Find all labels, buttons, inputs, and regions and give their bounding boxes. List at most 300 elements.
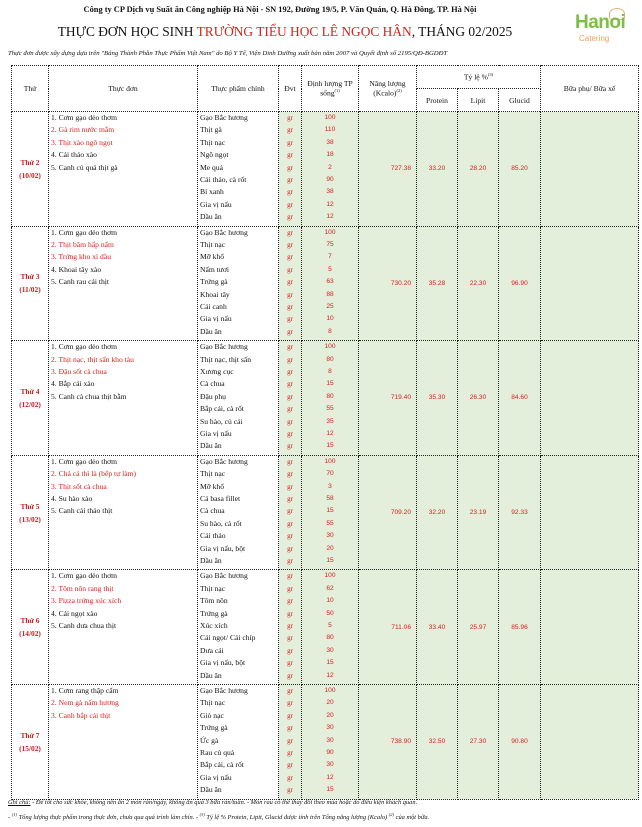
extra-meal-cell xyxy=(541,570,639,685)
dish-item: 2. Nem gà nấm hương xyxy=(51,698,119,708)
note-part: Tổng lượng thực phẩm trong thực đơn, chưa qua quá trình làm chín. - xyxy=(16,814,200,822)
unit-value: gr xyxy=(287,584,293,593)
units-cell xyxy=(279,455,302,570)
qty-value: 25 xyxy=(326,302,334,310)
unit-value: gr xyxy=(287,786,293,795)
protein-value: 32.20 xyxy=(417,455,458,570)
food-item: Dầu ăn xyxy=(200,670,222,680)
qty-value: 100 xyxy=(324,343,336,351)
energy-value: 709.20 xyxy=(359,455,417,570)
day-date: (12/02) xyxy=(19,399,41,409)
dish-item: 4. Cải ngọt xào xyxy=(51,608,98,618)
lipit-value: 27.30 xyxy=(458,684,499,799)
protein-value: 33.20 xyxy=(417,112,458,227)
col-header-glucid: Glucid xyxy=(499,89,541,112)
food-item: Gia vị nấu xyxy=(200,199,232,209)
dish-item: 5. Canh dưa chua thịt xyxy=(51,620,117,630)
qty-label: Định lượng TP sống xyxy=(307,79,353,98)
qty-value: 20 xyxy=(326,699,334,707)
qty-value: 12 xyxy=(326,671,334,679)
unit-value: gr xyxy=(287,519,293,528)
food-item: Xương cục xyxy=(200,366,234,376)
food-item: Gia vị nấu, bột xyxy=(200,658,246,668)
qty-value: 58 xyxy=(326,494,334,502)
dish-item: 5. Canh cải thảo thịt xyxy=(51,506,113,516)
company-address: Công ty CP Dịch vụ Suất ăn Công nghiệp Hà Nội - SN 192, Đường 19/5, P. Văn Quán, Q. Hà Đông, TP. Hà Nội xyxy=(83,5,477,14)
day-name: Thứ 7 xyxy=(20,730,40,740)
unit-value: gr xyxy=(287,213,293,222)
day-date: (10/02) xyxy=(19,170,41,180)
food-item: Thịt nạc, thịt sấn xyxy=(200,354,252,364)
food-item: Thịt gà xyxy=(200,125,222,135)
food-item: Bắp cải, cà rốt xyxy=(200,404,244,414)
dish-item: 1. Cơm gạo dẻo thơm xyxy=(51,342,118,352)
extra-meal-cell xyxy=(541,112,639,227)
food-item: Mỡ khổ xyxy=(200,481,225,491)
day-date: (15/02) xyxy=(19,743,41,753)
foods-cell xyxy=(198,226,279,341)
title-prefix: THỰC ĐƠN HỌC SINH xyxy=(57,24,197,39)
col-header-energy xyxy=(359,66,417,112)
food-item: Cá basa fillet xyxy=(200,493,241,503)
qty-value: 62 xyxy=(326,584,334,592)
food-item: Xúc xích xyxy=(200,620,228,630)
dish-item: 5. Canh rau cải thịt xyxy=(51,277,109,287)
food-item: Bí xanh xyxy=(200,187,224,197)
unit-value: gr xyxy=(287,646,293,655)
unit-value: gr xyxy=(287,532,293,541)
food-item: Gạo Bắc hương xyxy=(200,113,248,122)
unit-value: gr xyxy=(287,634,293,643)
food-item: Gạo Bắc hương xyxy=(200,571,248,581)
food-item: Gạo Bắc hương xyxy=(200,456,248,466)
footnotes xyxy=(8,797,638,824)
day-date: (13/02) xyxy=(19,514,41,524)
qty-value: 18 xyxy=(326,151,334,159)
unit-value: gr xyxy=(287,711,293,720)
qty-cell xyxy=(302,455,359,570)
qty-value: 30 xyxy=(326,646,334,654)
qty-value: 15 xyxy=(326,442,334,450)
note-part: Tỷ lệ % Protein, Lipit, Glucid được tính trên Tổng năng lượng (Kcalo) xyxy=(204,814,389,822)
units-cell xyxy=(279,226,302,341)
unit-value: gr xyxy=(287,367,293,376)
unit-value: gr xyxy=(287,151,293,160)
col-header-extra: Bữa phụ/ Bữa xế xyxy=(541,66,639,112)
qty-value: 10 xyxy=(326,315,334,323)
qty-value: 70 xyxy=(326,470,334,478)
qty-cell xyxy=(302,570,359,685)
foods-cell xyxy=(198,570,279,685)
energy-value: 711.06 xyxy=(359,570,417,685)
unit-value: gr xyxy=(287,417,293,426)
day-cell xyxy=(12,112,49,227)
dish-item: 3. Trứng kho xì dầu xyxy=(51,252,112,262)
dish-item: 1. Cơm gạo dẻo thơm xyxy=(51,113,118,122)
logo-text: Hanoi xyxy=(575,12,626,33)
dish-item: 1. Cơm gạo dẻo thơm xyxy=(51,456,118,466)
food-item: Ức gà xyxy=(200,735,219,745)
qty-value: 80 xyxy=(326,634,334,642)
note-label: Ghi chú: xyxy=(8,799,31,806)
unit-value: gr xyxy=(287,126,293,135)
day-name: Thứ 3 xyxy=(20,272,40,282)
unit-value: gr xyxy=(287,686,293,695)
qty-cell xyxy=(302,684,359,799)
food-item: Gạo Bắc hương xyxy=(200,685,248,695)
qty-value: 15 xyxy=(326,507,334,515)
unit-value: gr xyxy=(287,343,293,352)
qty-value: 100 xyxy=(324,457,336,465)
energy-sup: (2) xyxy=(396,88,402,94)
unit-value: gr xyxy=(287,327,293,336)
dish-item: 5. Canh củ quả thịt gà xyxy=(51,162,118,172)
qty-value: 30 xyxy=(326,736,334,744)
dish-item: 4. Cải thảo xào xyxy=(51,150,97,160)
qty-value: 63 xyxy=(326,278,334,286)
food-item: Thịt nạc xyxy=(200,583,226,593)
food-item: Dưa cải xyxy=(200,645,224,655)
unit-value: gr xyxy=(287,265,293,274)
note-part: của một bữa. xyxy=(394,814,430,822)
qty-value: 38 xyxy=(326,188,334,196)
dish-item: 3. Canh bắp cải thịt xyxy=(51,710,111,720)
food-item: Su hào, cà rốt xyxy=(200,518,242,528)
ratio-sup: (3) xyxy=(487,72,494,78)
unit-value: gr xyxy=(287,355,293,364)
qty-value: 100 xyxy=(324,686,336,694)
unit-value: gr xyxy=(287,240,293,249)
food-item: Cải thảo, cà rốt xyxy=(200,174,247,184)
unit-value: gr xyxy=(287,138,293,147)
food-item: Gia vị nấu xyxy=(200,428,232,438)
food-item: Trứng gà xyxy=(200,608,228,618)
food-item: Cà chua xyxy=(200,506,225,516)
menu-source-note: Thực đơn được xây dựng dựa trên "Bảng Thành Phần Thực Phẩm Việt Nam" do Bộ Y Tế, Viện Dinh Dưỡng xuất bản năm 2007 và Quyết định số 2195/QĐ-BGDĐT xyxy=(8,50,448,57)
day-cell xyxy=(12,455,49,570)
unit-value: gr xyxy=(287,188,293,197)
qty-value: 90 xyxy=(326,748,334,756)
dish-item: 2. Thịt băm hấp nấm xyxy=(51,239,114,249)
unit-value: gr xyxy=(287,278,293,287)
qty-value: 5 xyxy=(328,621,332,629)
food-item: Bắp cải, cà rốt xyxy=(200,760,244,770)
food-item: Ngô ngọt xyxy=(200,150,229,160)
unit-value: gr xyxy=(287,761,293,770)
unit-value: gr xyxy=(287,302,293,311)
qty-value: 8 xyxy=(328,367,332,375)
foods-cell xyxy=(198,455,279,570)
note-line-2 xyxy=(8,809,638,824)
qty-value: 15 xyxy=(326,659,334,667)
dishes-cell xyxy=(49,112,198,227)
food-item: Cải ngọt/ Cải chíp xyxy=(200,633,256,643)
food-item: Dầu ăn xyxy=(200,212,222,222)
day-row xyxy=(12,570,639,685)
unit-value: gr xyxy=(287,228,293,237)
dishes-cell xyxy=(49,341,198,456)
day-row xyxy=(12,684,639,799)
extra-meal-cell xyxy=(541,455,639,570)
food-item: Nấm tươi xyxy=(200,264,230,274)
energy-value: 730.20 xyxy=(359,226,417,341)
col-header-unit: Đvt xyxy=(279,66,302,112)
day-row xyxy=(12,226,639,341)
food-item: Cà chua xyxy=(200,379,225,389)
day-name: Thứ 5 xyxy=(20,501,40,511)
qty-value: 75 xyxy=(326,240,334,248)
food-item: Thịt nạc xyxy=(200,698,226,708)
day-date: (11/02) xyxy=(19,285,41,295)
food-item: Me quả xyxy=(200,162,223,172)
unit-value: gr xyxy=(287,442,293,451)
unit-value: gr xyxy=(287,699,293,708)
food-item: Trứng gà xyxy=(200,723,228,733)
dish-item: 2. Tôm nõn rang thịt xyxy=(51,583,114,593)
food-item: Gạo Bắc hương xyxy=(200,227,248,237)
qty-value: 38 xyxy=(326,138,334,146)
unit-value: gr xyxy=(287,470,293,479)
food-item: Dầu ăn xyxy=(200,326,222,336)
food-item: Thịt nạc xyxy=(200,469,226,479)
qty-value: 55 xyxy=(326,519,334,527)
qty-cell xyxy=(302,226,359,341)
unit-value: gr xyxy=(287,724,293,733)
extra-meal-cell xyxy=(541,684,639,799)
qty-value: 110 xyxy=(324,126,336,134)
menu-table xyxy=(11,65,639,800)
food-item: Rau củ quả xyxy=(200,747,235,757)
logo-subtext: Catering xyxy=(579,34,610,43)
col-header-food: Thực phẩm chính xyxy=(198,66,279,112)
protein-value: 33.40 xyxy=(417,570,458,685)
dish-item: 1. Cơm gạo dẻo thơm xyxy=(51,571,118,581)
note-sup: (1) xyxy=(11,812,17,817)
menu-body xyxy=(12,112,639,800)
unit-value: gr xyxy=(287,671,293,680)
dish-item: 1. Cơm rang thập cẩm xyxy=(51,685,119,695)
unit-value: gr xyxy=(287,556,293,565)
qty-value: 15 xyxy=(326,380,334,388)
food-item: Mỡ khổ xyxy=(200,252,225,262)
qty-value: 88 xyxy=(326,290,334,298)
units-cell xyxy=(279,112,302,227)
protein-value: 35.30 xyxy=(417,341,458,456)
unit-value: gr xyxy=(287,457,293,466)
unit-value: gr xyxy=(287,621,293,630)
dishes-cell xyxy=(49,684,198,799)
qty-value: 90 xyxy=(326,175,334,183)
unit-value: gr xyxy=(287,253,293,262)
food-item: Giò nạc xyxy=(200,710,224,720)
energy-value: 727.38 xyxy=(359,112,417,227)
qty-cell xyxy=(302,112,359,227)
foods-cell xyxy=(198,112,279,227)
qty-value: 12 xyxy=(326,200,334,208)
food-item: Khoai tây xyxy=(200,289,230,299)
food-item: Tôm nõn xyxy=(200,596,228,606)
qty-value: 5 xyxy=(328,265,332,273)
unit-value: gr xyxy=(287,544,293,553)
unit-value: gr xyxy=(287,175,293,184)
extra-meal-cell xyxy=(541,226,639,341)
food-item: Gia vị nấu xyxy=(200,772,232,782)
protein-value: 35.28 xyxy=(417,226,458,341)
food-item: Gạo Bắc hương xyxy=(200,342,248,352)
unit-value: gr xyxy=(287,315,293,324)
unit-value: gr xyxy=(287,773,293,782)
energy-value: 719.40 xyxy=(359,341,417,456)
food-item: Đậu phụ xyxy=(200,391,226,401)
unit-value: gr xyxy=(287,494,293,503)
lipit-value: 23.19 xyxy=(458,455,499,570)
units-cell xyxy=(279,570,302,685)
qty-value: 30 xyxy=(326,761,334,769)
note-part: - xyxy=(8,814,12,822)
qty-value: 7 xyxy=(328,253,332,261)
food-item: Dầu ăn xyxy=(200,785,222,795)
food-item: Thịt nạc xyxy=(200,239,226,249)
dish-item: 2. Thịt nạc, thịt sấn kho tàu xyxy=(51,354,134,364)
glucid-value: 84.60 xyxy=(499,341,541,456)
note-line-1 xyxy=(8,797,638,809)
dish-item: 3. Pizza trứng xúc xích xyxy=(51,596,122,606)
units-cell xyxy=(279,341,302,456)
food-item: Thịt nạc xyxy=(200,137,226,147)
col-header-qty xyxy=(302,66,359,112)
dish-item: 3. Đậu sốt cà chua xyxy=(51,366,107,376)
dish-item: 2. Chả cá thì là (bếp tự làm) xyxy=(51,469,137,479)
note-sup: (2) xyxy=(388,812,395,817)
day-row xyxy=(12,455,639,570)
qty-value: 80 xyxy=(326,392,334,400)
foods-cell xyxy=(198,341,279,456)
qty-value: 30 xyxy=(326,532,334,540)
unit-value: gr xyxy=(287,290,293,299)
qty-value: 100 xyxy=(324,228,336,236)
unit-value: gr xyxy=(287,748,293,757)
energy-value: 738.90 xyxy=(359,684,417,799)
qty-value: 12 xyxy=(326,773,334,781)
dishes-cell xyxy=(49,570,198,685)
lipit-value: 28.20 xyxy=(458,112,499,227)
col-header-ratio xyxy=(417,66,541,89)
food-item: Cải canh xyxy=(200,301,227,311)
qty-value: 100 xyxy=(324,114,336,121)
qty-value: 15 xyxy=(326,556,334,564)
qty-value: 20 xyxy=(326,711,334,719)
qty-value: 15 xyxy=(326,786,334,794)
extra-meal-cell xyxy=(541,341,639,456)
day-row xyxy=(12,341,639,456)
day-row xyxy=(12,112,639,227)
protein-value: 32.50 xyxy=(417,684,458,799)
food-item: Trứng gà xyxy=(200,277,228,287)
col-header-lipit: Lipit xyxy=(458,89,499,112)
unit-value: gr xyxy=(287,392,293,401)
title-suffix: , THÁNG 02/2025 xyxy=(411,24,513,39)
lipit-value: 22.30 xyxy=(458,226,499,341)
food-item: Gia vị nấu xyxy=(200,314,232,324)
qty-value: 20 xyxy=(326,544,334,552)
unit-value: gr xyxy=(287,429,293,438)
col-header-menu: Thực đơn xyxy=(49,66,198,112)
qty-value: 3 xyxy=(328,482,332,490)
unit-value: gr xyxy=(287,507,293,516)
food-item: Dầu ăn xyxy=(200,441,222,451)
unit-value: gr xyxy=(287,609,293,618)
qty-value: 12 xyxy=(326,429,334,437)
food-item: Su hào, củ cải xyxy=(200,416,243,426)
qty-value: 12 xyxy=(326,213,334,221)
dish-item: 2. Gà rim nước mắm xyxy=(51,125,115,135)
food-item: Dầu ăn xyxy=(200,555,222,565)
day-name: Thứ 4 xyxy=(20,386,40,396)
unit-value: gr xyxy=(287,405,293,414)
qty-value: 35 xyxy=(326,417,334,425)
lipit-value: 25.97 xyxy=(458,570,499,685)
unit-value: gr xyxy=(287,163,293,172)
unit-value: gr xyxy=(287,114,293,122)
col-header-day: Thứ xyxy=(12,66,49,112)
unit-value: gr xyxy=(287,736,293,745)
qty-value: 50 xyxy=(326,609,334,617)
day-name: Thứ 6 xyxy=(20,616,40,626)
qty-value: 8 xyxy=(328,327,332,335)
unit-value: gr xyxy=(287,482,293,491)
dish-item: 4. Khoai tây xào xyxy=(51,264,102,274)
dish-item: 4. Bắp cải xào xyxy=(51,379,95,389)
qty-sup: (1) xyxy=(334,88,340,94)
dish-item: 3. Thịt sốt cà chua xyxy=(51,481,107,491)
day-cell xyxy=(12,341,49,456)
food-item: Gia vị nấu, bột xyxy=(200,543,246,553)
day-cell xyxy=(12,226,49,341)
unit-value: gr xyxy=(287,572,293,581)
day-date: (14/02) xyxy=(19,629,41,639)
unit-value: gr xyxy=(287,597,293,606)
food-item: Cải thảo xyxy=(200,531,226,541)
day-cell xyxy=(12,570,49,685)
foods-cell xyxy=(198,684,279,799)
unit-value: gr xyxy=(287,200,293,209)
dishes-cell xyxy=(49,455,198,570)
glucid-value: 96.90 xyxy=(499,226,541,341)
dish-item: 4. Su hào xào xyxy=(51,493,93,503)
qty-value: 55 xyxy=(326,405,334,413)
page-title xyxy=(0,24,570,40)
glucid-value: 90.80 xyxy=(499,684,541,799)
glucid-value: 92.33 xyxy=(499,455,541,570)
energy-label: Năng lượng (Kcalo) xyxy=(369,79,406,98)
dish-item: 5. Canh cà chua thịt bằm xyxy=(51,391,127,401)
qty-value: 30 xyxy=(326,724,334,732)
day-cell xyxy=(12,684,49,799)
note-sup: (3) xyxy=(199,812,205,817)
dish-item: 1. Cơm gạo dẻo thơm xyxy=(51,227,118,237)
qty-value: 2 xyxy=(328,163,332,171)
day-name: Thứ 2 xyxy=(20,157,40,167)
units-cell xyxy=(279,684,302,799)
dish-item: 3. Thịt xào ngô ngọt xyxy=(51,137,113,147)
qty-cell xyxy=(302,341,359,456)
qty-value: 80 xyxy=(326,355,334,363)
unit-value: gr xyxy=(287,380,293,389)
note-text-1: - Để tốt cho sức khỏe, không nên ăn 2 món rán/ngày, không ăn quá 3 bữa rán/tuần. - Món rau có thể thay đổi theo mùa hoặc do điều kiện khách quan. xyxy=(30,799,418,806)
qty-value: 10 xyxy=(326,597,334,605)
dishes-cell xyxy=(49,226,198,341)
unit-value: gr xyxy=(287,659,293,668)
